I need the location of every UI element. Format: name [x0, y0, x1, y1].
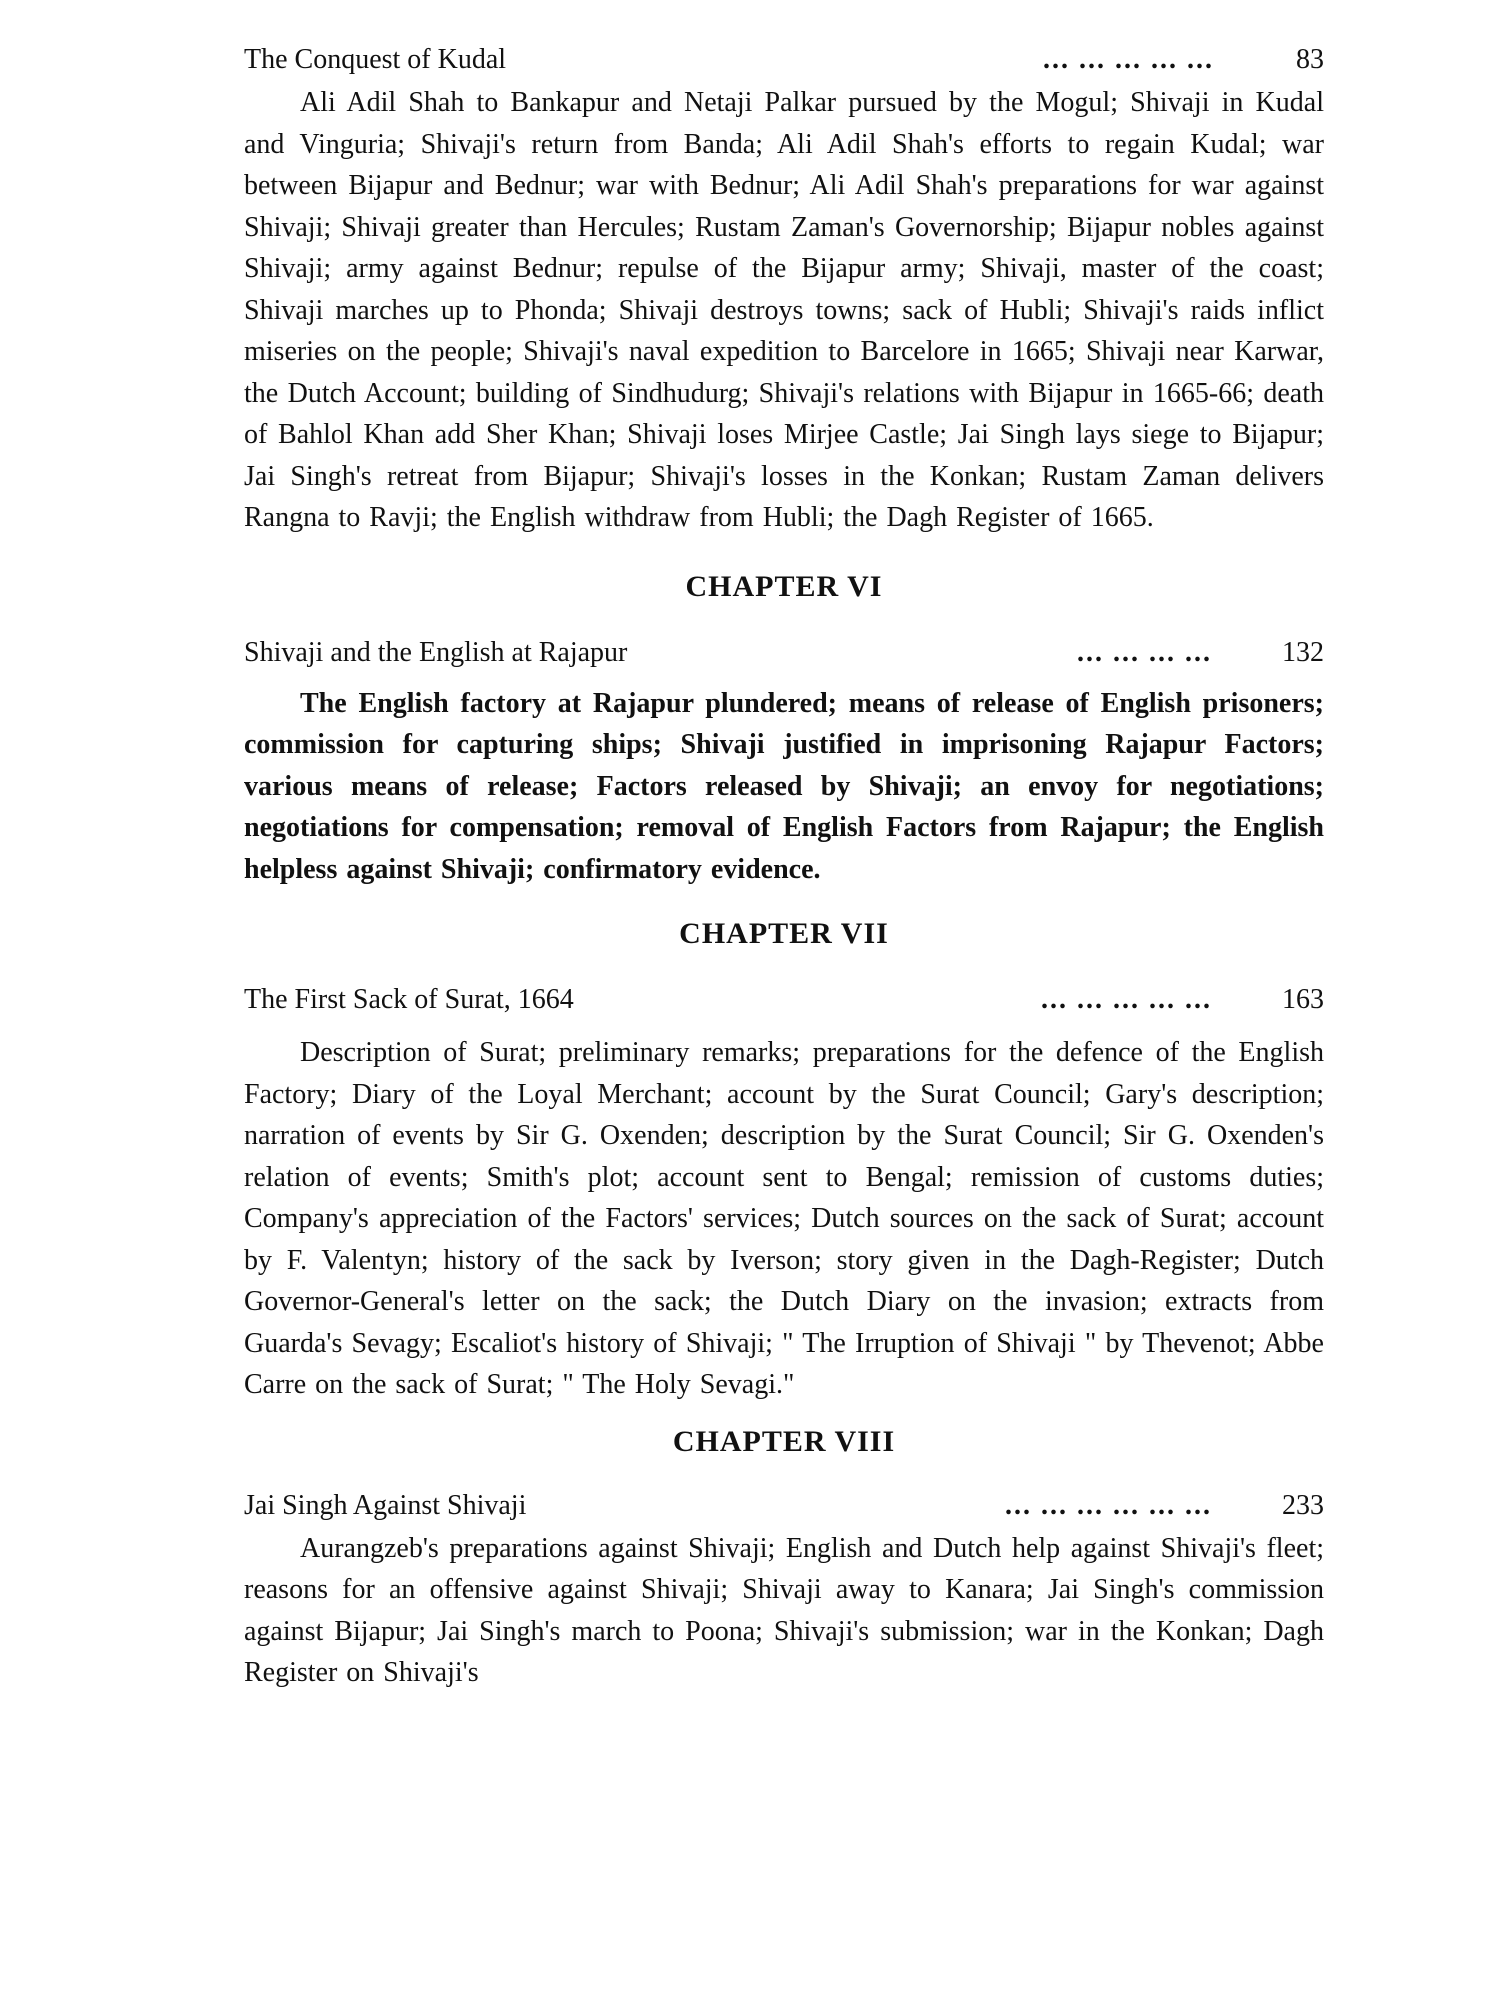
- chapter6-page-number: 132: [1282, 636, 1324, 668]
- chapter7-page-number: 163: [1282, 984, 1324, 1015]
- chapter7-summary: Description of Surat; preliminary remarks; preparations for the defence of the English Factory; Diary of the Loyal Merchant; account by the Surat Council; Gary's description; narration of events by Sir G. Oxenden; description by the Surat Council; Sir G. Oxenden's relation of events; Smith's plot; account sent to Bengal; remission of customs duties; Company's appreciation of the Factors' services; Dutch sources on the sack of Surat; account by F. Valentyn; history of the sack by Iverson; story given in the Dagh-Register; Dutch Governor-General's letter on the sack; the Dutch Diary on the invasion; extracts from Guarda's Sevagy; Escaliot's history of Shivaji; " The Irruption of Shivaji " by Thevenot; Abbe Carre on the sack of Surat; " The Holy Sevagi.": [244, 1037, 1324, 1400]
- chapter8-toc-entry: [244, 1486, 1324, 1526]
- running-head: [244, 40, 1324, 80]
- chapter8-title: Jai Singh Against Shivaji: [244, 1489, 527, 1521]
- chapter8-leader: ... ... ... ... ... ...: [1005, 1489, 1212, 1521]
- chapter6-summary: The English factory at Rajapur plundered; means of release of English prisoners; commission for capturing ships; Shivaji justified in imprisoning Rajapur Factors; various means of release; Factors released by Shivaji; an envoy for negotiations; negotiations for compensation; removal of English Factors from Rajapur; the English helpless against Shivaji; confirmatory evidence.: [244, 687, 1324, 885]
- chapter7-title: The First Sack of Surat, 1664: [244, 984, 574, 1015]
- chapter6-leader: ... ... ... ...: [1077, 636, 1212, 668]
- chapter7-leader: ... ... ... ... ...: [1041, 984, 1212, 1015]
- running-head-title: The Conquest of Kudal: [244, 44, 507, 75]
- running-head-page-number: 83: [1296, 44, 1324, 75]
- chapter8-page-number: 233: [1282, 1489, 1324, 1521]
- chapter7-heading: CHAPTER VII: [679, 917, 889, 950]
- chapter6-heading: CHAPTER VI: [685, 569, 883, 603]
- chapter5-summary: Ali Adil Shah to Bankapur and Netaji Palkar pursued by the Mogul; Shivaji in Kudal and Vinguria; Shivaji's return from Banda; Ali Adil Shah's efforts to regain Kudal; war between Bijapur and Bednur; war with Bednur; Ali Adil Shah's preparations for war against Shivaji; Shivaji greater than Hercules; Rustam Zaman's Governorship; Bijapur nobles against Shivaji; army against Bednur; repulse of the Bijapur army; Shivaji, master of the coast; Shivaji marches up to Phonda; Shivaji destroys towns; sack of Hubli; Shivaji's raids inflict miseries on the people; Shivaji's naval expedition to Barcelore in 1665; Shivaji near Karwar, the Dutch Account; building of Sindhudurg; Shivaji's relations with Bijapur in 1665-66; death of Bahlol Khan add Sher Khan; Shivaji loses Mirjee Castle; Jai Singh lays siege to Bijapur; Jai Singh's retreat from Bijapur; Shivaji's losses in the Konkan; Rustam Zaman delivers Rangna to Ravji; the English withdraw from Hubli; the Dagh Register of 1665.: [244, 87, 1324, 533]
- running-head-leader: ... ... ... ... ...: [1043, 44, 1214, 75]
- page-text-column: [244, 40, 1324, 1694]
- chapter8-summary: Aurangzeb's preparations against Shivaji; English and Dutch help against Shivaji's fleet; reasons for an offensive against Shivaji; Shivaji away to Kanara; Jai Singh's commission against Bijapur; Jai Singh's march to Poona; Shivaji's submission; war in the Konkan; Dagh Register on Shivaji's: [244, 1532, 1324, 1688]
- chapter7-toc-entry: [244, 980, 1324, 1020]
- chapter6-toc-entry: [244, 633, 1324, 673]
- chapter6-title: Shivaji and the English at Rajapur: [244, 636, 628, 668]
- chapter8-heading: CHAPTER VIII: [672, 1424, 896, 1458]
